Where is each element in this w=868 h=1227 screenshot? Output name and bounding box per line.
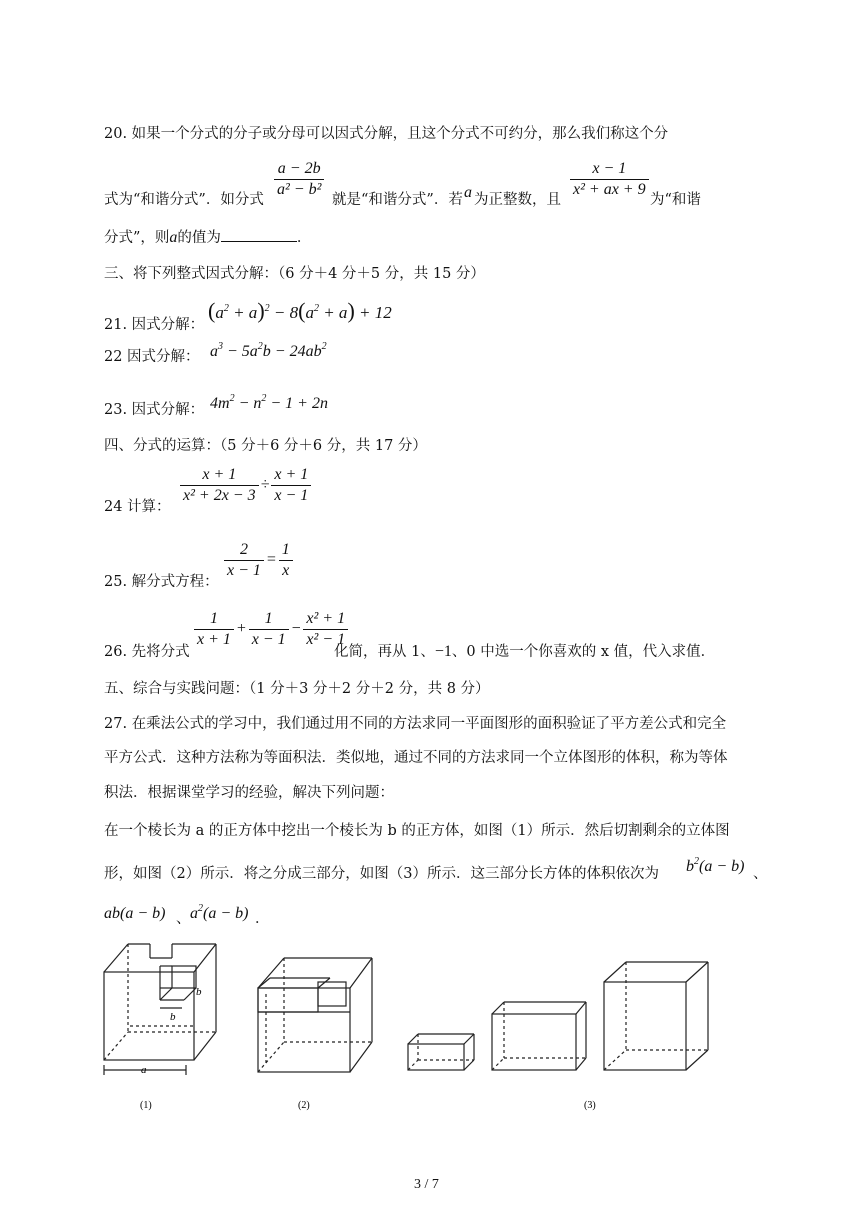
q20-f1-den: a² − b² [277,181,322,198]
q21-expression: $(a^2 + a)^2 - 8(a^2 + a) + 12$ [208,298,392,323]
q26-f2-den: x − 1 [251,631,286,648]
q24-f1-den: x² + 2x − 3 [183,487,256,504]
q26-label: 26. 先将分式 [104,644,190,660]
q20-line2 [104,188,264,209]
q27-end: ． [255,911,270,927]
section-4-heading: 四、分式的运算：（5 分＋6 分＋6 分，共 17 分） [104,438,427,454]
q25-f2-den: x [282,562,290,579]
q23-expression: $4m^2 - n^2 - 1 + 2n$ [210,393,328,412]
q27-line1: 27. 在乘法公式的学习中，我们通过用不同的方法求同一平面图形的面积验证了平方差公式和完全 [104,716,727,732]
q26-text [334,640,715,661]
figure-3-caption: (3) [584,1100,596,1111]
q20-f2-num: x − 1 [570,160,649,180]
q20-fraction-1 [272,160,326,199]
figure-1-caption: (1) [140,1100,152,1111]
q25-op: = [265,551,277,569]
q20-l2b: 就是“和谐分式”．若 [332,192,463,208]
figure-2-caption: (2) [298,1100,310,1111]
q27-line3: 积法．根据课堂学习的经验，解决下列问题： [104,785,394,801]
q20-fraction-2 [568,160,651,199]
q27-volume-3: $a^2(a - b)$ [190,903,249,922]
q27-sep-2: 、 [176,911,191,927]
q20-l2a: 式为“和谐分式”．如分式 [104,192,264,208]
figure-2-cut-cube [258,958,372,1072]
q26-f3-den: x² − 1 [306,631,346,648]
q20-f1-num: a − 2b [274,160,324,180]
q23-label: 23. 因式分解： [104,402,205,418]
q27-line4: 在一个棱长为 a 的正方体中挖出一个棱长为 b 的正方体，如图（1）所示．然后切割剩余的立体图 [104,823,730,839]
q22-label: 22 因式分解： [104,349,200,365]
q25-f1-den: x − 1 [227,562,261,579]
q27-line5: 形，如图（2）所示．将之分成三部分，如图（3）所示．这三部分长方体的体积依次为 [104,866,659,882]
q26-op1: + [235,620,247,638]
q24-f1-num: x + 1 [180,466,259,486]
q20-line1: 20. 如果一个分式的分子或分母可以因式分解，且这个分式不可约分，那么我们称这个分 [104,126,669,142]
answer-blank[interactable] [221,227,297,242]
q20-l2c: 为正整数，且 [474,192,561,208]
q24-expression [178,466,313,505]
q25-label: 25. 解分式方程： [104,574,219,590]
q25-f1-num: 2 [224,541,264,561]
q26-text-c: 、0 中选一个你喜欢的 x 值，代入求值． [451,644,716,660]
q26-neg1: −1 [434,643,452,660]
figure-3-large-box [604,962,708,1070]
section-5-heading: 五、综合与实践问题：（1 分＋3 分＋2 分＋2 分，共 8 分） [104,681,490,697]
q24-op: ÷ [260,476,270,494]
q24-label: 24 计算： [104,499,171,515]
q20-l3a: 分式”，则 [104,230,170,246]
q26-text-b: 化简，再从 1、 [334,644,435,660]
fig1-label-b2: b [170,1011,176,1023]
figure-3-medium-box [492,1002,586,1070]
q20-l2d: 为“和谐 [650,192,701,208]
q26-f1-num: 1 [194,610,234,630]
q20-var-a-2: a [169,229,178,246]
q27-sep-1: 、 [753,866,768,882]
section-3-heading: 三、将下列整式因式分解：（6 分＋4 分＋5 分，共 15 分） [104,266,485,282]
q27-line2: 平方公式．这种方法称为等面积法．类似地，通过不同的方法求同一个立体图形的体积，称为等体 [104,750,728,766]
q26-expression [192,610,350,649]
q25-f2-num: 1 [279,541,293,561]
figure-1-cube [104,944,216,1060]
fig1-label-a: a [141,1064,147,1076]
q20-l3c: ． [296,230,312,246]
q21-label: 21. 因式分解： [104,317,205,333]
q24-f2-den: x − 1 [274,487,309,504]
q26-op2: − [290,620,302,638]
q20-var-a: a [464,184,472,201]
page-number: 3 / 7 [414,1177,439,1192]
q27-volume-1: $b^2(a - b)$ [686,856,745,875]
q20-line3 [104,226,311,247]
q26-f1-den: x + 1 [197,631,231,648]
q20-f2-den: x² + ax + 9 [573,181,646,198]
fig1-label-b1: b [196,986,202,998]
q25-expression [222,541,295,580]
q22-expression: $a^3 - 5a^2b - 24ab^2$ [210,341,327,360]
q20-l3b: 的值为 [177,230,221,246]
q26-f3-num: x² + 1 [303,610,348,630]
q27-volume-2: ab(a − b) [104,905,166,922]
q24-f2-num: x + 1 [271,466,311,486]
q26-f2-num: 1 [249,610,289,630]
figures [0,930,868,1120]
